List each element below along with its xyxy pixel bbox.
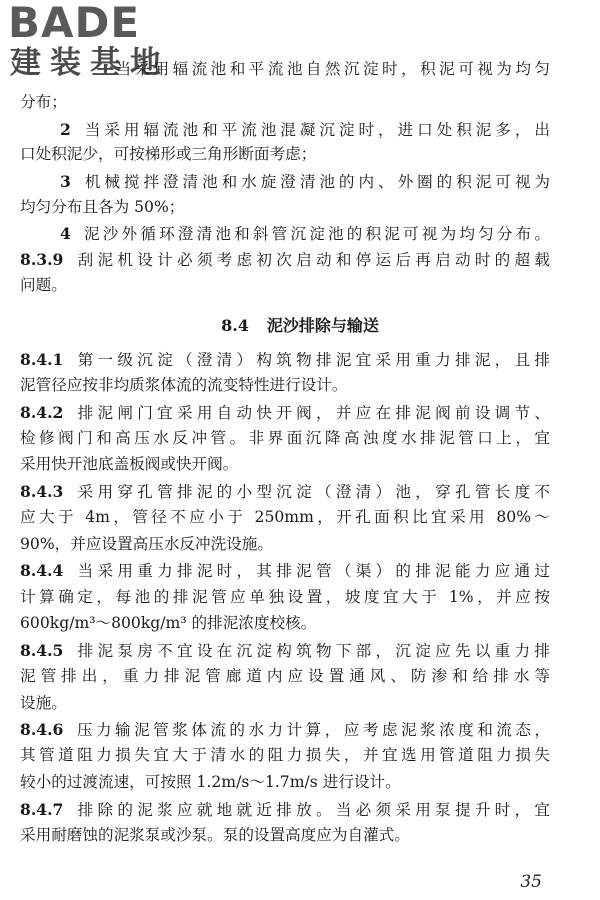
clause-line: 8.4.1 第一级沉淀（澄清）构筑物排泥宜采用重力排泥，且排 [20,350,550,369]
text-line: 设施。 [20,694,67,712]
text-line: 泥管径应按非均质浆体流的流变特性进行设计。 [20,376,348,394]
clause-number: 8.4.2 [20,403,64,422]
text-line: 其管道阻力损失宜大于清水的阻力损失，并宜选用管道阻力损失 [20,746,550,764]
clause-line: 8.4.7 排除的泥浆应就地就近排放。当必须采用泵提升时，宜 [20,800,550,819]
clause-number: 8.4.5 [20,641,64,660]
text-line: 2 当采用辐流池和平流池混凝沉淀时，进口处积泥多，出 [60,120,550,139]
clause-line: 8.4.5 排泥泵房不宜设在沉淀构筑物下部，沉淀应先以重力排 [20,641,550,660]
text-line: 当采用辐流池和平流池自然沉淀时，积泥可视为均匀 [112,60,550,78]
text-line: 采用快开池底盖板阀或快开阀。 [20,455,239,473]
item-number: 4 [60,224,71,243]
clause-number: 8.4.3 [20,482,64,501]
text-line: 3 机械搅拌澄清池和水旋澄清池的内、外圈的积泥可视为 [60,172,550,191]
text-line: 采用耐磨蚀的泥浆泵或沙泵。泵的设置高度应为自灌式。 [20,826,410,844]
text-line: 泥管排出，重力排泥管廊道内应设置通风、防渗和给排水等 [20,667,550,685]
text-line: 检修阀门和高压水反冲管。非界面沉降高浊度水排泥管口上，宜 [20,429,550,447]
logo-cjk-text: 建装基地 [10,45,170,81]
text-line: 计算确定，每池的排泥管应单独设置，坡度宜大于 1%，并应按 [20,588,550,606]
page-number: 35 [520,872,542,892]
clause-number: 8.4.6 [20,720,64,739]
text-line: 均匀分布且各为 50%； [20,198,185,216]
clause-line: 8.4.6 压力输泥管浆体流的水力计算，应考虑泥浆浓度和流态， [20,720,550,739]
clause-number: 8.4.4 [20,561,64,580]
text-line: 较小的过渡流速，可按照 1.2m/s～1.7m/s 进行设计。 [20,773,401,791]
text-line: 口处积泥少，可按梯形或三角形断面考虑； [20,145,317,163]
item-number: 3 [60,172,71,191]
clause-number: 8.3.9 [20,250,64,269]
clause-number: 8.4.1 [20,350,64,369]
clause-line: 8.4.3 采用穿孔管排泥的小型沉淀（澄清）池，穿孔管长度不 [20,482,550,501]
clause-line: 8.3.9 刮泥机设计必须考虑初次启动和停运后再启动时的超载 [20,250,550,269]
text-line: 4 泥沙外循环澄清池和斜管沉淀池的积泥可视为均匀分布。 [60,224,550,243]
section-heading: 8.4 泥沙排除与输送 [221,316,379,335]
text-line: 600kg/m³～800kg/m³ 的排泥浓度校核。 [20,614,317,632]
text-line: 问题。 [20,276,67,294]
logo-latin-text: BADE [8,0,141,47]
text-line: 90%，并应设置高压水反冲洗设施。 [20,535,273,553]
item-number: 2 [60,120,71,139]
clause-line: 8.4.4 当采用重力排泥时，其排泥管（渠）的排泥能力应通过 [20,561,550,580]
clause-line: 8.4.2 排泥闸门宜采用自动快开阀，并应在排泥阀前设调节、 [20,403,550,422]
text-line: 应大于 4m，管径不应小于 250mm，开孔面积比宜采用 80%～ [20,508,550,526]
text-line: 分布； [20,93,67,111]
clause-number: 8.4.7 [20,800,64,819]
